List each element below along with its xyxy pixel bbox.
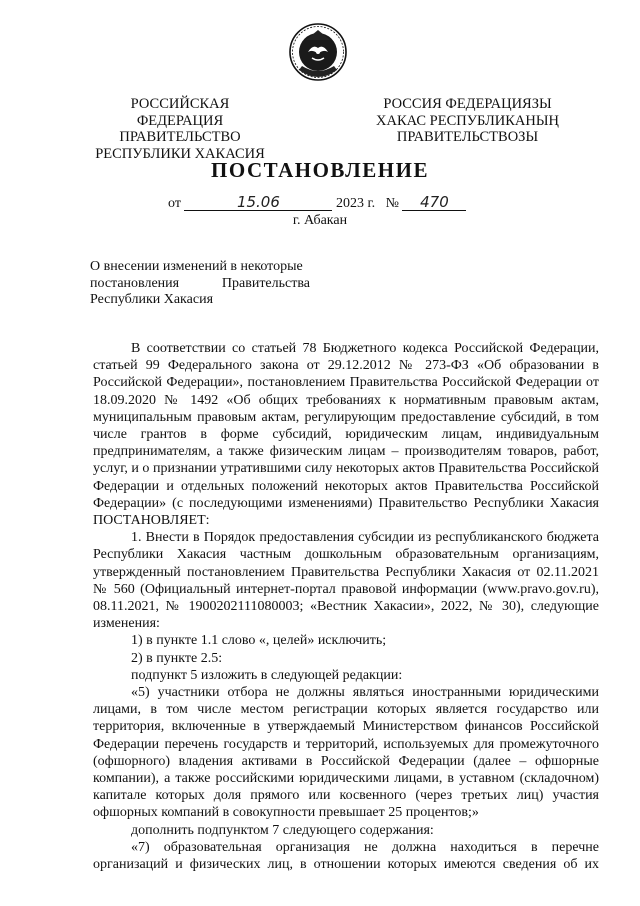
city-line: г. Абакан [292, 213, 348, 228]
header-left-block [90, 96, 270, 162]
body-paragraph: В соответствии со статьей 78 Бюджетного кодекса Российской Федерации, статьей 99 Федерального закона от 29.12.2012 № 273-ФЗ «Об образовании в Российской Федерации», постановлением Правительства Российской Федерации от 18.09.2020 № 1492 «Об общих требованиях к нормативным правовым актам, муниципальным правовым актам, регулирующим предоставление субсидий, в том числе грантов в форме субсидий, юридическим лицам, индивидуальным предпринимателям, а также физическим лицам – производителям товаров, работ, услуг, и о признании утратившими силу некоторых актов Правительства Российской Федерации и отдельных положений некоторых актов Правительства Российской Федерации» (с последующими изменениями) Правительство Республики Хакасия ПОСТАНОВЛЯЕТ: [93, 341, 599, 529]
subject-line: Республики Хакасия [90, 292, 214, 307]
body-paragraph: «5) участники отбора не должны являться иностранными юридическими лицами, в том числе местом регистрации которых является государство или территория, включенные в утверждаемый Министерством финансов Российской Федерации перечень государств и территорий, используемых для промежуточного (офшорного) владения активами в Российской Федерации (далее – офшорные компании), а также российскими юридическими лицами, в уставном (складочном) капитале которых доля прямого или косвенного (через третьих лиц) участия офшорных компаний в совокупности превышает 25 процентов;» [93, 685, 599, 821]
body-paragraph: дополнить подпунктом 7 следующего содержания: [131, 822, 434, 838]
body-paragraph: 1. Внести в Порядок предоставления субсидии из республиканского бюджета Республики Хакасия частным дошкольным образовательным организациям, утвержденный постановлением Правительства Республики Хакасия от 02.11.2021 № 560 (Официальный интернет-портал правовой информации (www.pravo.gov.ru), 08.11.2021, № 1900202111080003; «Вестник Хакасии», 2022, № 30), следующие изменения: [93, 530, 599, 632]
document-body [93, 340, 599, 873]
body-paragraph: подпункт 5 изложить в следующей редакции: [131, 667, 403, 683]
handwritten-date: 15.06 [184, 196, 332, 211]
header-right-line: ПРАВИТЕЛЬСТВОЗЫ [396, 129, 539, 145]
header-left-line: ПРАВИТЕЛЬСТВО [119, 129, 241, 145]
number-sign: № [385, 196, 399, 211]
subject-word: постановления [90, 275, 180, 291]
handwritten-number: 470 [402, 196, 466, 211]
subject-line: О внесении изменений в некоторые [90, 259, 303, 274]
header-left-line: РОССИЙСКАЯ ФЕДЕРАЦИЯ [130, 96, 230, 129]
date-prefix: от [168, 196, 181, 211]
date-year: 2023 г. [335, 196, 376, 211]
body-paragraph: 2) в пункте 2.5: [131, 650, 223, 666]
header-right-block [375, 96, 560, 146]
header-left-line: РЕСПУБЛИКИ ХАКАСИЯ [95, 145, 265, 162]
date-number-line [168, 193, 466, 212]
coat-of-arms-emblem [288, 22, 348, 82]
subject-block [90, 259, 310, 309]
subject-word: Правительства [221, 275, 310, 291]
header-right-line: РОССИЯ ФЕДЕРАЦИЯЗЫ [383, 96, 552, 112]
subject-line [90, 276, 310, 293]
header-right-line: ХАКАС РЕСПУБЛИКАНЫҢ [376, 112, 559, 129]
body-paragraph: «7) образовательная организация не должна находиться в перечне организаций и физических лиц, в отношении которых имеются сведения об их [93, 839, 599, 873]
document-title: ПОСТАНОВЛЕНИЕ [211, 158, 429, 182]
body-paragraph: 1) в пункте 1.1 слово «, целей» исключить; [131, 633, 387, 649]
